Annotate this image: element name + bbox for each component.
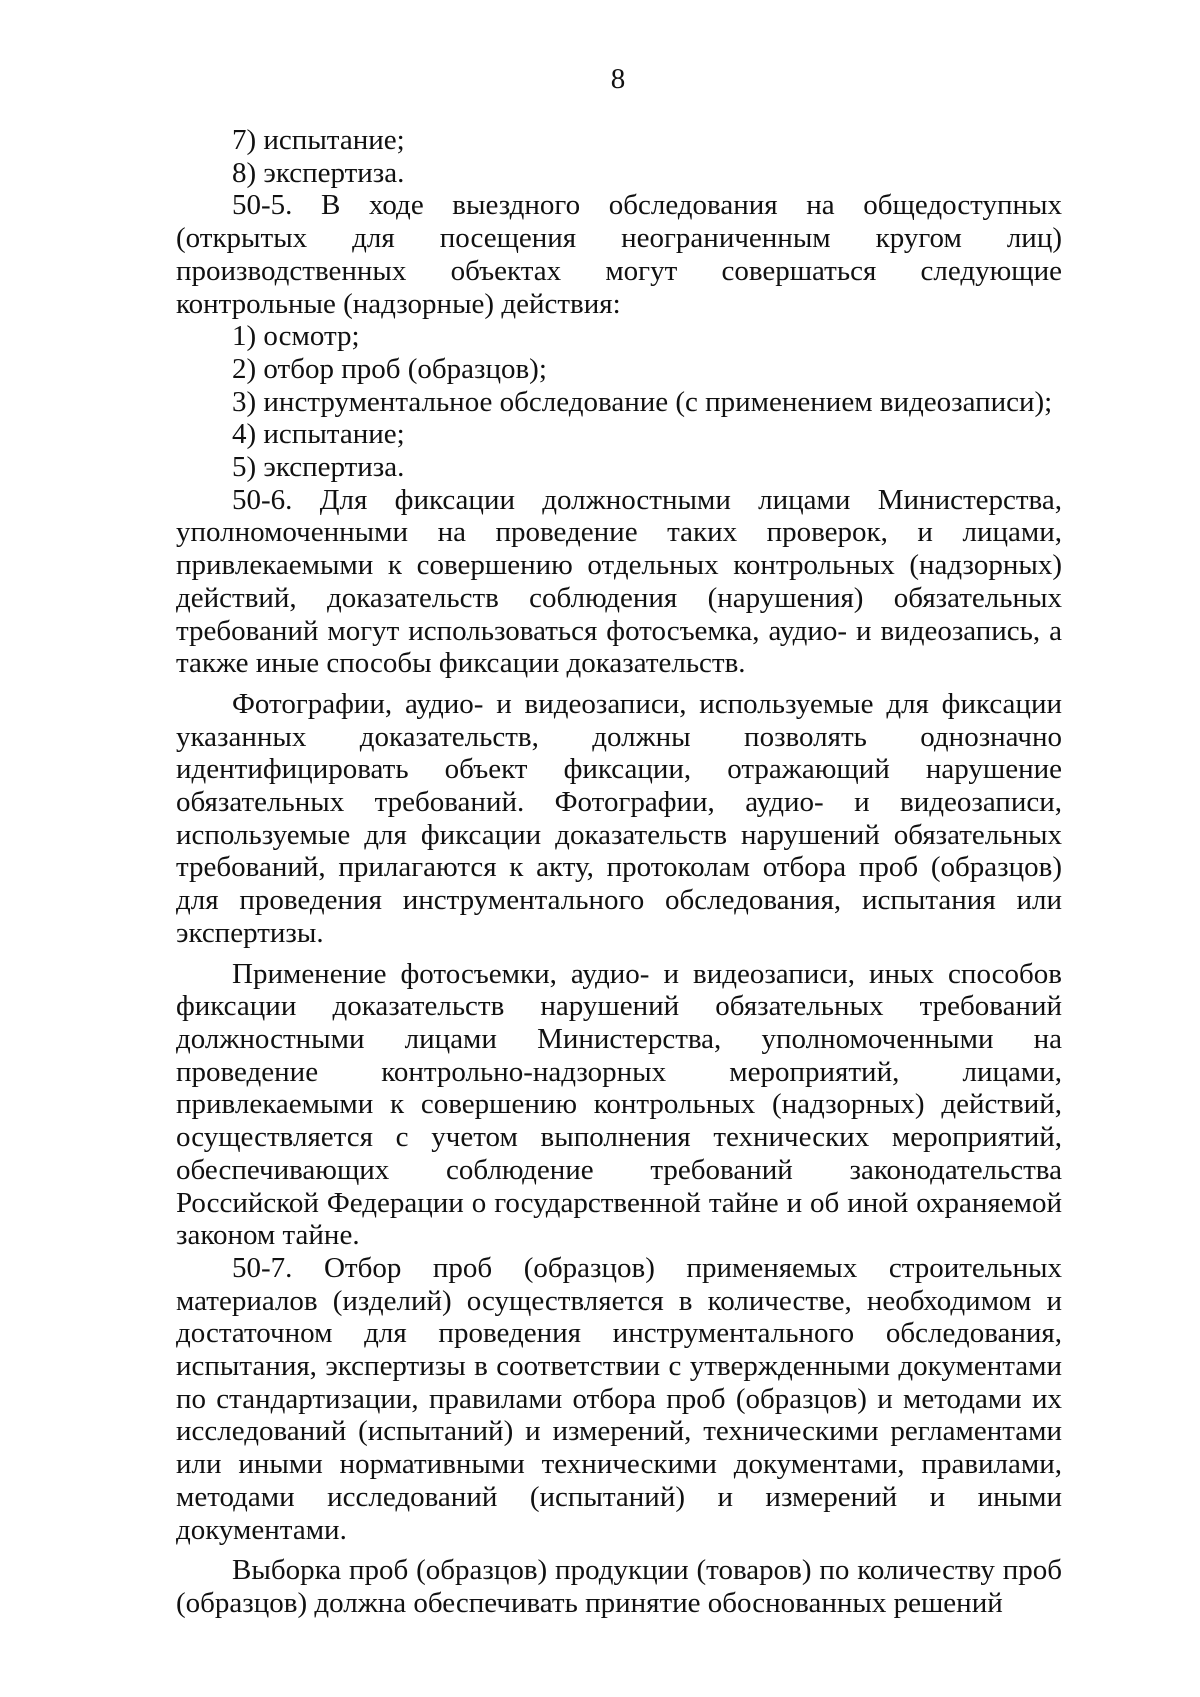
document-body bbox=[176, 124, 1062, 1620]
paragraph: 50-7. Отбор проб (образцов) применяемых строительных материалов (изделий) осуществляется в количестве, необходимом и достаточном для проведения инструментального обследования, испытания, экспертизы в соответствии с утвержденными документами по стандартизации, правилами отбора проб (образцов) и методами их исследований (испытаний) и измерений, техническими регламентами или иными нормативными техническими документами, правилами, методами исследований (испытаний) и измерений и иными документами. bbox=[176, 1251, 1062, 1546]
paragraph: Выборка проб (образцов) продукции (товаров) по количеству проб (образцов) должна обеспечивать принятие обоснованных решений bbox=[176, 1554, 1062, 1619]
list-item: 3) инструментальное обследование (с применением видеозаписи); bbox=[232, 385, 1053, 418]
paragraph: 50-6. Для фиксации должностными лицами Министерства, уполномоченными на проведение таких проверок, и лицами, привлекаемыми к совершению отдельных контрольных (надзорных) действий, доказательств соблюдения (нарушения) обязательных требований могут использоваться фотосъемка, аудио- и видеозапись, а также иные способы фиксации доказательств. bbox=[176, 483, 1062, 680]
list-item: 5) экспертиза. bbox=[232, 451, 405, 484]
page-number: 8 bbox=[610, 63, 626, 95]
paragraph: 50-5. В ходе выездного обследования на общедоступных (открытых для посещения неограниченным кругом лиц) производственных объектах могут совершаться следующие контрольные (надзорные) действия: bbox=[176, 189, 1062, 320]
list-item: 1) осмотр; bbox=[232, 320, 360, 353]
paragraph: Фотографии, аудио- и видеозаписи, используемые для фиксации указанных доказательств, должны позволять однозначно идентифицировать объект фиксации, отражающий нарушение обязательных требований. Фотографии, аудио- и видеозаписи, используемые для фиксации доказательств нарушений обязательных требований, прилагаются к акту, протоколам отбора проб (образцов) для проведения инструментального обследования, испытания или экспертизы. bbox=[176, 687, 1062, 949]
list-item: 2) отбор проб (образцов); bbox=[232, 352, 547, 385]
paragraph: Применение фотосъемки, аудио- и видеозаписи, иных способов фиксации доказательств нарушений обязательных требований должностными лицами Министерства, уполномоченными на проведение контрольно-надзорных мероприятий, лицами, привлекаемыми к совершению контрольных (надзорных) действий, осуществляется с учетом выполнения технических мероприятий, обеспечивающих соблюдение требований законодательства Российской Федерации о государственной тайне и об иной охраняемой законом тайне. bbox=[176, 957, 1062, 1252]
list-item: 7) испытание; bbox=[232, 124, 405, 156]
list-item: 8) экспертиза. bbox=[232, 156, 405, 189]
list-item: 4) испытание; bbox=[232, 418, 405, 451]
